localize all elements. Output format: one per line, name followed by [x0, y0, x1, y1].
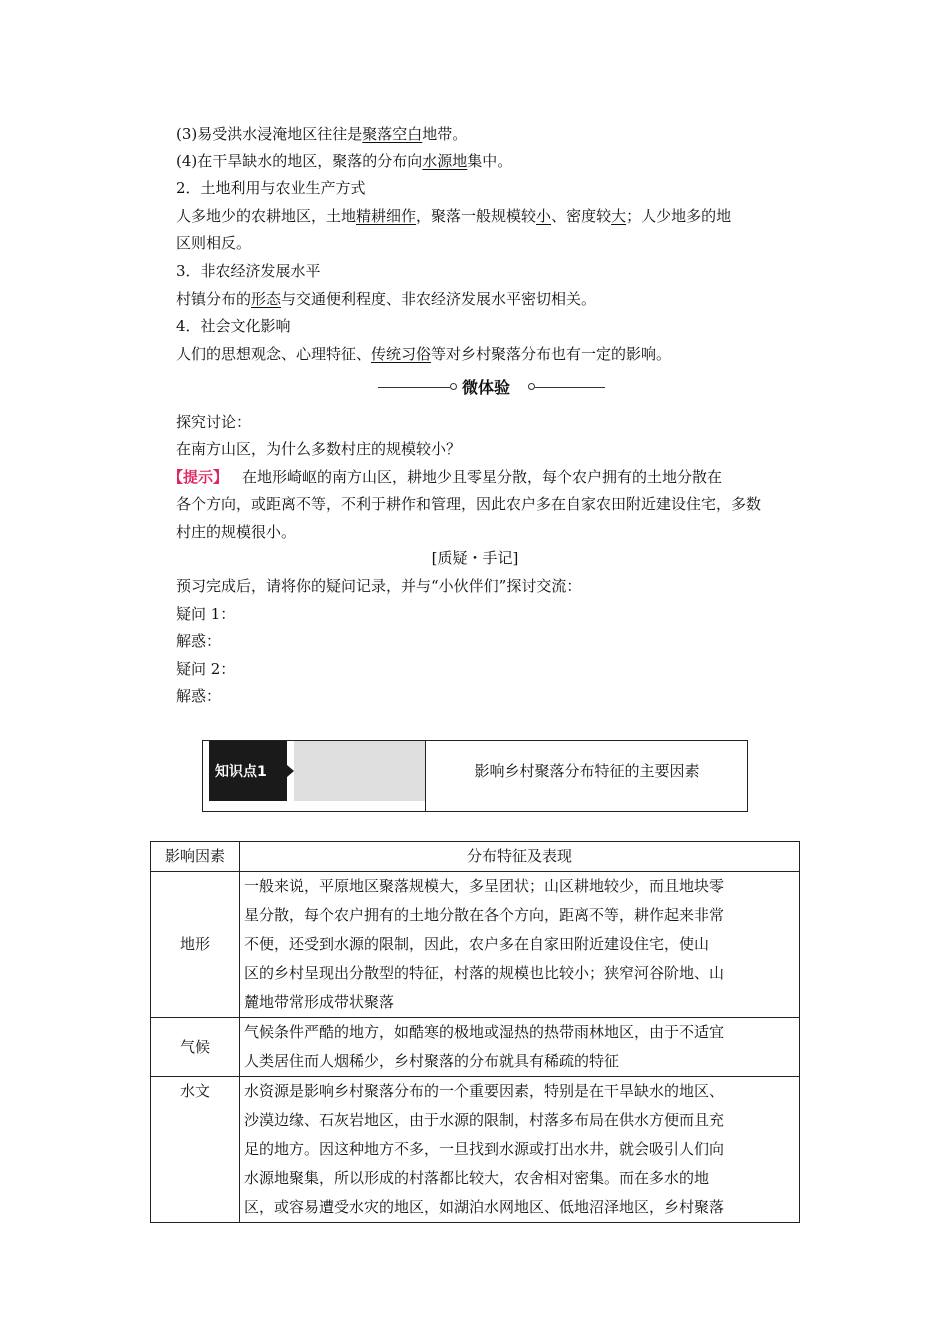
hint-line [168, 464, 722, 491]
table-row [151, 1018, 800, 1077]
description-cell [240, 1077, 800, 1223]
description-line: 麓地带常形成带状聚落 [244, 993, 395, 1011]
description-cell [240, 872, 800, 1018]
text: 地带。 [422, 125, 468, 143]
underlined-answer: 聚落空白 [362, 125, 423, 143]
factors-table [150, 841, 800, 1223]
table-row [151, 1077, 800, 1223]
table-header: 分布特征及表现 [240, 842, 800, 872]
text: (4)在干旱缺水的地区，聚落的分布向 [176, 152, 423, 170]
explore-label: 探究讨论： [176, 413, 252, 431]
hint-line: 各个方向，或距离不等，不利于耕作和管理，因此农户多在自家农田附近建设住宅，多数 [176, 495, 762, 513]
section-divider [378, 376, 608, 400]
description-line: 足的地方。因这种地方不多，一旦找到水源或打出水井，就会吸引人们向 [244, 1140, 725, 1158]
text: ，聚落一般规模较 [416, 207, 537, 225]
factor-cell: 水文 [151, 1077, 240, 1223]
question-2: 疑问 2： [176, 660, 236, 678]
text: ；人少地多的地 [626, 207, 732, 225]
factor-cell: 气候 [151, 1018, 240, 1077]
underlined-answer: 大 [611, 207, 627, 225]
text-line [176, 121, 467, 148]
text-line [176, 148, 512, 175]
text: 在地形崎岖的南方山区，耕地少且零星分散，每个农户拥有的土地分散在 [242, 468, 723, 486]
section-heading: 2．土地利用与农业生产方式 [176, 179, 366, 197]
text: 人们的思想观念、心理特征、 [176, 345, 372, 363]
description-line: 星分散，每个农户拥有的土地分散在各个方向，距离不等，耕作起来非常 [244, 906, 725, 924]
answer-2: 解惑： [176, 687, 222, 705]
table-row [151, 872, 800, 1018]
section-heading: 4．社会文化影响 [176, 317, 291, 335]
description-line: 人类居住而人烟稀少，乡村聚落的分布就具有稀疏的特征 [244, 1052, 620, 1070]
text-line [176, 286, 596, 313]
text-line [176, 203, 731, 230]
text: (3)易受洪水浸淹地区往往是 [176, 125, 363, 143]
hint-tag: 【提示】 [168, 468, 229, 486]
underlined-answer: 传统习俗 [371, 345, 432, 363]
underlined-answer: 精耕细作 [356, 207, 417, 225]
explore-question: 在南方山区，为什么多数村庄的规模较小？ [176, 440, 462, 458]
knowledge-point-tag-text: 知识点1 [215, 764, 267, 780]
divider-dot [450, 383, 457, 390]
text-line [176, 341, 671, 368]
notes-intro: 预习完成后，请将你的疑问记录，并与“小伙伴们”探讨交流： [176, 577, 582, 595]
description-line: 沙漠边缘、石灰岩地区，由于水源的限制，村落多布局在供水方便而且充 [244, 1111, 725, 1129]
notes-title: [质疑・手记] [431, 549, 519, 567]
description-cell [240, 1018, 800, 1077]
description-line: 水源地聚集，所以形成的村落都比较大，农舍相对密集。而在多水的地 [244, 1169, 710, 1187]
answer-1: 解惑： [176, 632, 222, 650]
arrow-icon [287, 765, 294, 777]
underlined-answer: 小 [536, 207, 552, 225]
description-line: 一般来说，平原地区聚落规模大，多呈团状；山区耕地较少，而且地块零 [244, 877, 725, 895]
underlined-answer: 水源地 [422, 152, 468, 170]
divider-line [378, 387, 450, 388]
divider-dot [528, 383, 535, 390]
text: 等对乡村聚落分布也有一定的影响。 [431, 345, 672, 363]
knowledge-point-tag [209, 741, 287, 801]
divider-line [535, 387, 605, 388]
text: 村镇分布的 [176, 290, 252, 308]
text: 、密度较 [551, 207, 612, 225]
question-1: 疑问 1： [176, 605, 236, 623]
description-line: 区的乡村呈现出分散型的特征，村落的规模也比较小；狭窄河谷阶地、山 [244, 964, 725, 982]
banner-grey-block [294, 741, 425, 801]
description-line: 不便，还受到水源的限制，因此，农户多在自家田附近建设住宅，使山 [244, 935, 710, 953]
section-heading: 3．非农经济发展水平 [176, 262, 321, 280]
text: 人多地少的农耕地区，土地 [176, 207, 357, 225]
factor-cell: 地形 [151, 872, 240, 1018]
table-header: 影响因素 [151, 842, 240, 872]
text: 集中。 [467, 152, 513, 170]
description-line: 区，或容易遭受水灾的地区，如湖泊水网地区、低地沼泽地区，乡村聚落 [244, 1198, 725, 1216]
text-line: 区则相反。 [176, 234, 252, 252]
knowledge-point-banner [202, 740, 748, 812]
underlined-answer: 形态 [251, 290, 282, 308]
knowledge-point-title: 影响乡村聚落分布特征的主要因素 [474, 762, 700, 780]
hint-line: 村庄的规模很小。 [176, 523, 297, 541]
description-line: 水资源是影响乡村聚落分布的一个重要因素，特别是在干旱缺水的地区、 [244, 1082, 725, 1100]
table-header-row [151, 842, 800, 872]
description-line: 气候条件严酷的地方，如酷寒的极地或湿热的热带雨林地区，由于不适宜 [244, 1023, 725, 1041]
text: 与交通便利程度、非农经济发展水平密切相关。 [281, 290, 597, 308]
divider-title: 微体验 [462, 378, 511, 397]
